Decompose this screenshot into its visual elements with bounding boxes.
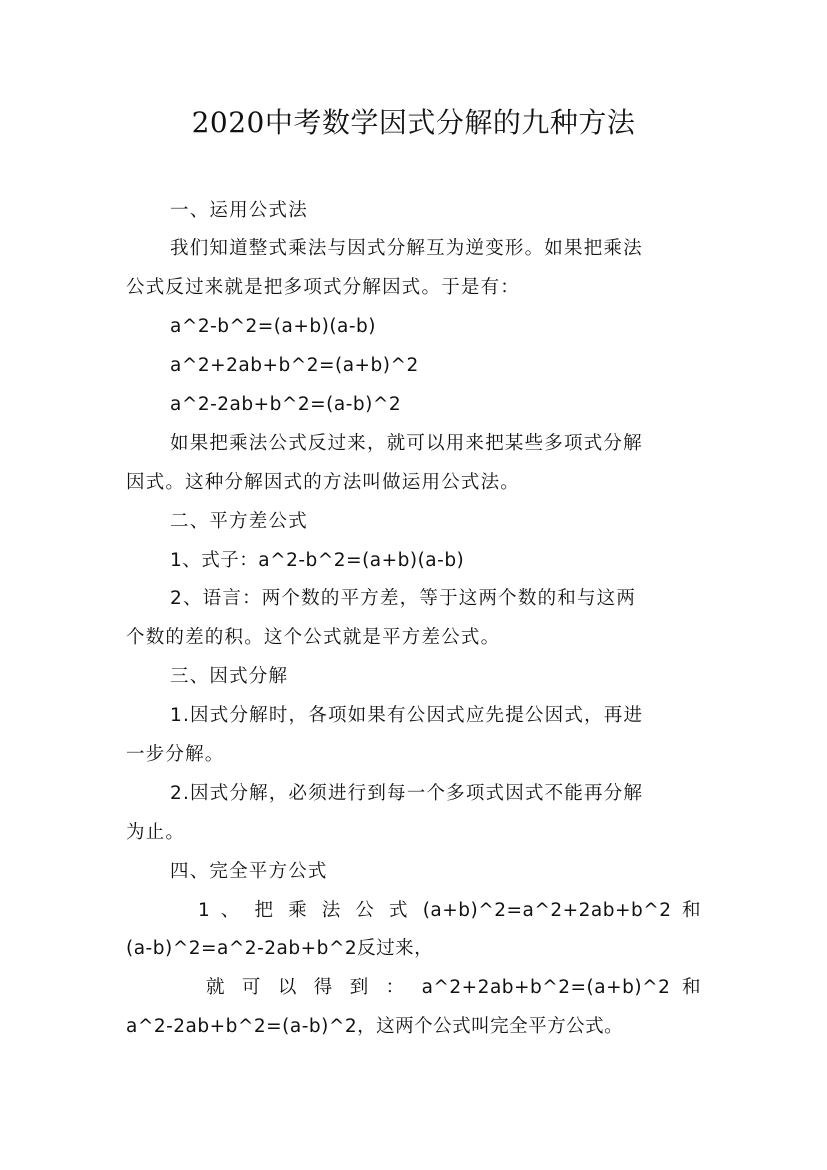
- paragraph-line: a^2-2ab+b^2=(a-b)^2，这两个公式叫完全平方公式。: [126, 1016, 624, 1037]
- paragraph-line: 2、语言：两个数的平方差，等于这两个数的和与这两: [170, 588, 637, 609]
- paragraph-line: 为止。: [126, 822, 186, 843]
- paragraph-line: 就 可 以 得 到 ： a^2+2ab+b^2=(a+b)^2 和: [206, 977, 701, 998]
- paragraph-line: 公式反过来就是把多项式分解因式。于是有：: [126, 277, 521, 298]
- formula-line: a^2-2ab+b^2=(a-b)^2: [170, 394, 402, 415]
- section-heading-2: 二、平方差公式: [170, 511, 308, 532]
- paragraph-line: 1.因式分解时，各项如果有公因式应先提公因式，再进: [170, 705, 644, 726]
- paragraph-line: 个数的差的积。这个公式就是平方差公式。: [126, 627, 501, 648]
- paragraph-line: 2.因式分解，必须进行到每一个多项式因式不能再分解: [170, 783, 644, 804]
- paragraph-line: (a-b)^2=a^2-2ab+b^2反过来，: [126, 938, 434, 959]
- section-heading-1: 一、运用公式法: [170, 200, 308, 221]
- paragraph-line: 如果把乘法公式反过来，就可以用来把某些多项式分解: [170, 433, 643, 454]
- formula-line: a^2-b^2=(a+b)(a-b): [170, 316, 377, 337]
- paragraph-line: 因式。这种分解因式的方法叫做运用公式法。: [126, 472, 521, 493]
- paragraph-line: 一步分解。: [126, 744, 225, 765]
- paragraph-line: 1 、 把 乘 法 公 式 (a+b)^2=a^2+2ab+b^2 和: [198, 900, 701, 921]
- document-title: 2020中考数学因式分解的九种方法: [191, 106, 636, 139]
- paragraph-line: 我们知道整式乘法与因式分解互为逆变形。如果把乘法: [170, 238, 643, 259]
- paragraph-line: 1、式子：a^2-b^2=(a+b)(a-b): [170, 550, 465, 571]
- section-heading-4: 四、完全平方公式: [170, 861, 328, 882]
- formula-line: a^2+2ab+b^2=(a+b)^2: [170, 355, 419, 376]
- section-heading-3: 三、因式分解: [170, 666, 289, 687]
